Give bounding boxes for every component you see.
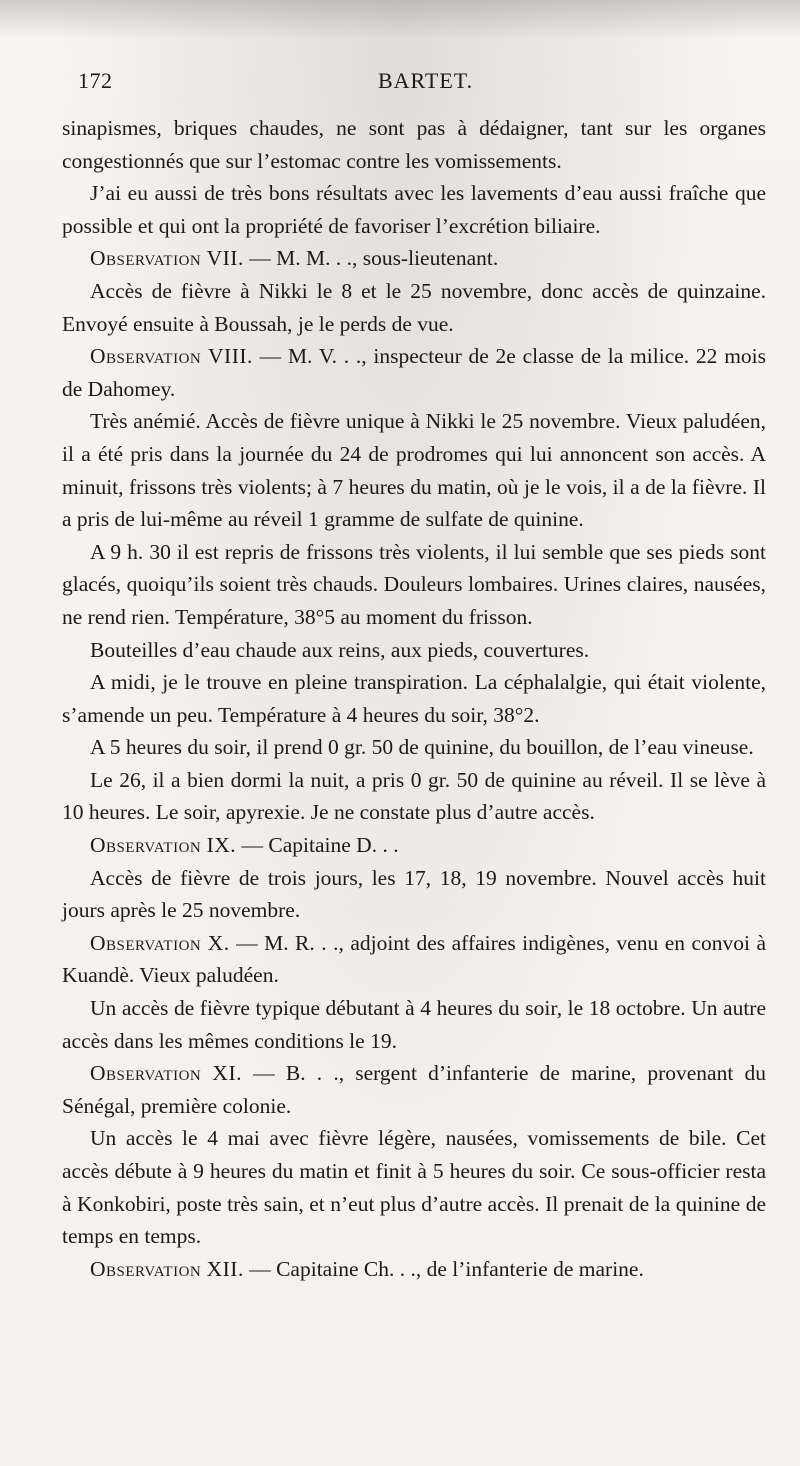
paragraph: Bouteilles d’eau chaude aux reins, aux pieds, couvertures. [90,637,590,662]
observation-heading [62,829,766,862]
observation-heading [62,927,766,992]
paragraph: Un accès de fièvre typique débutant à 4 heures du soir, le 18 octobre. Un autre accès dans les mêmes conditions le 19. [62,996,766,1053]
observation-number: XI. [212,1061,242,1086]
page-number: 172 [78,68,113,93]
observation-text: — Capitaine D. . . [236,833,399,858]
paragraph: A 5 heures du soir, il prend 0 gr. 50 de quinine, du bouillon, de l’eau vineuse. [90,735,754,760]
paragraph-continuation: sinapismes, briques chaudes, ne sont pas à dédaigner, tant sur les organes congestionnés que sur l’estomac contre les vomissements. [62,116,766,173]
observation-text: — M. R. . ., adjoint des affaires indigènes, venu en convoi à Kuandè. Vieux paludéen. [62,930,767,988]
observation-text: — M. M. . ., sous-lieutenant. [243,246,499,271]
observation-heading [62,1057,766,1122]
paragraph: J’ai eu aussi de très bons résultats avec les lavements d’eau aussi fraîche que possible et qui ont la propriété de favoriser l’excrétion biliaire. [62,181,766,238]
observation-number: IX. [206,833,237,858]
paragraph: Le 26, il a bien dormi la nuit, a pris 0 gr. 50 de quinine au réveil. Il se lève à 10 heures. Le soir, apyrexie. Je ne constate plus d’autre accès. [62,767,766,825]
observation-label: Observation [90,1256,202,1281]
observation-number: VII. [206,246,244,271]
observation-label: Observation [90,344,202,369]
observation-text: — Capitaine Ch. . ., de l’infanterie de marine. [243,1256,644,1281]
observation-number: VIII. [208,344,253,369]
observation-label: Observation [90,833,202,858]
page-top-shadow [0,0,800,40]
paragraph: Accès de fièvre de trois jours, les 17, 18, 19 novembre. Nouvel accès huit jours après le 25 novembre. [62,865,766,923]
observation-heading [62,242,766,275]
paragraph: Très anémié. Accès de fièvre unique à Nikki le 25 novembre. Vieux paludéen, il a été pris dans la journée du 24 de prodromes qui lui annoncent son accès. A minuit, frissons très violents; à 7 heures du matin, où je le vois, il a de la fièvre. Il a pris de lui-même au réveil 1 gramme de sulfate de quinine. [62,409,766,532]
running-head: BARTET. [378,68,474,93]
paragraph: Accès de fièvre à Nikki le 8 et le 25 novembre, donc accès de quinzaine. Envoyé ensuite à Boussah, je le perds de vue. [62,278,766,336]
body-text [62,112,766,1285]
observation-number: X. [207,930,230,955]
observation-label: Observation [90,1061,202,1086]
paragraph: Un accès le 4 mai avec fièvre légère, nausées, vomissements de bile. Cet accès débute à 9 heures du matin et finit à 5 heures du soir. Ce sous-officier resta à Konkobiri, poste très sain, et n’eut plus d’autre accès. Il prenait de la quinine de temps en temps. [62,1126,766,1249]
observation-heading [62,1253,766,1286]
page-header [78,68,768,98]
observation-heading [62,340,766,405]
observation-text: — M. V. . ., inspecteur de 2e classe de la milice. 22 mois de Dahomey. [62,344,767,401]
paragraph: A 9 h. 30 il est repris de frissons très violents, il lui semble que ses pieds sont glacés, quoiqu’ils soient très chauds. Douleurs lombaires. Urines claires, nausées, ne rend rien. Température, 38°5 au moment du frisson. [62,539,766,629]
observation-number: XII. [206,1256,244,1281]
observation-label: Observation [90,930,202,955]
observation-text: — B. . ., sergent d’infanterie de marine, provenant du Sénégal, première colonie. [62,1061,766,1118]
observation-label: Observation [90,246,202,271]
paragraph: A midi, je le trouve en pleine transpiration. La céphalalgie, qui était violente, s’amende un peu. Température à 4 heures du soir, 38°2. [62,670,766,727]
